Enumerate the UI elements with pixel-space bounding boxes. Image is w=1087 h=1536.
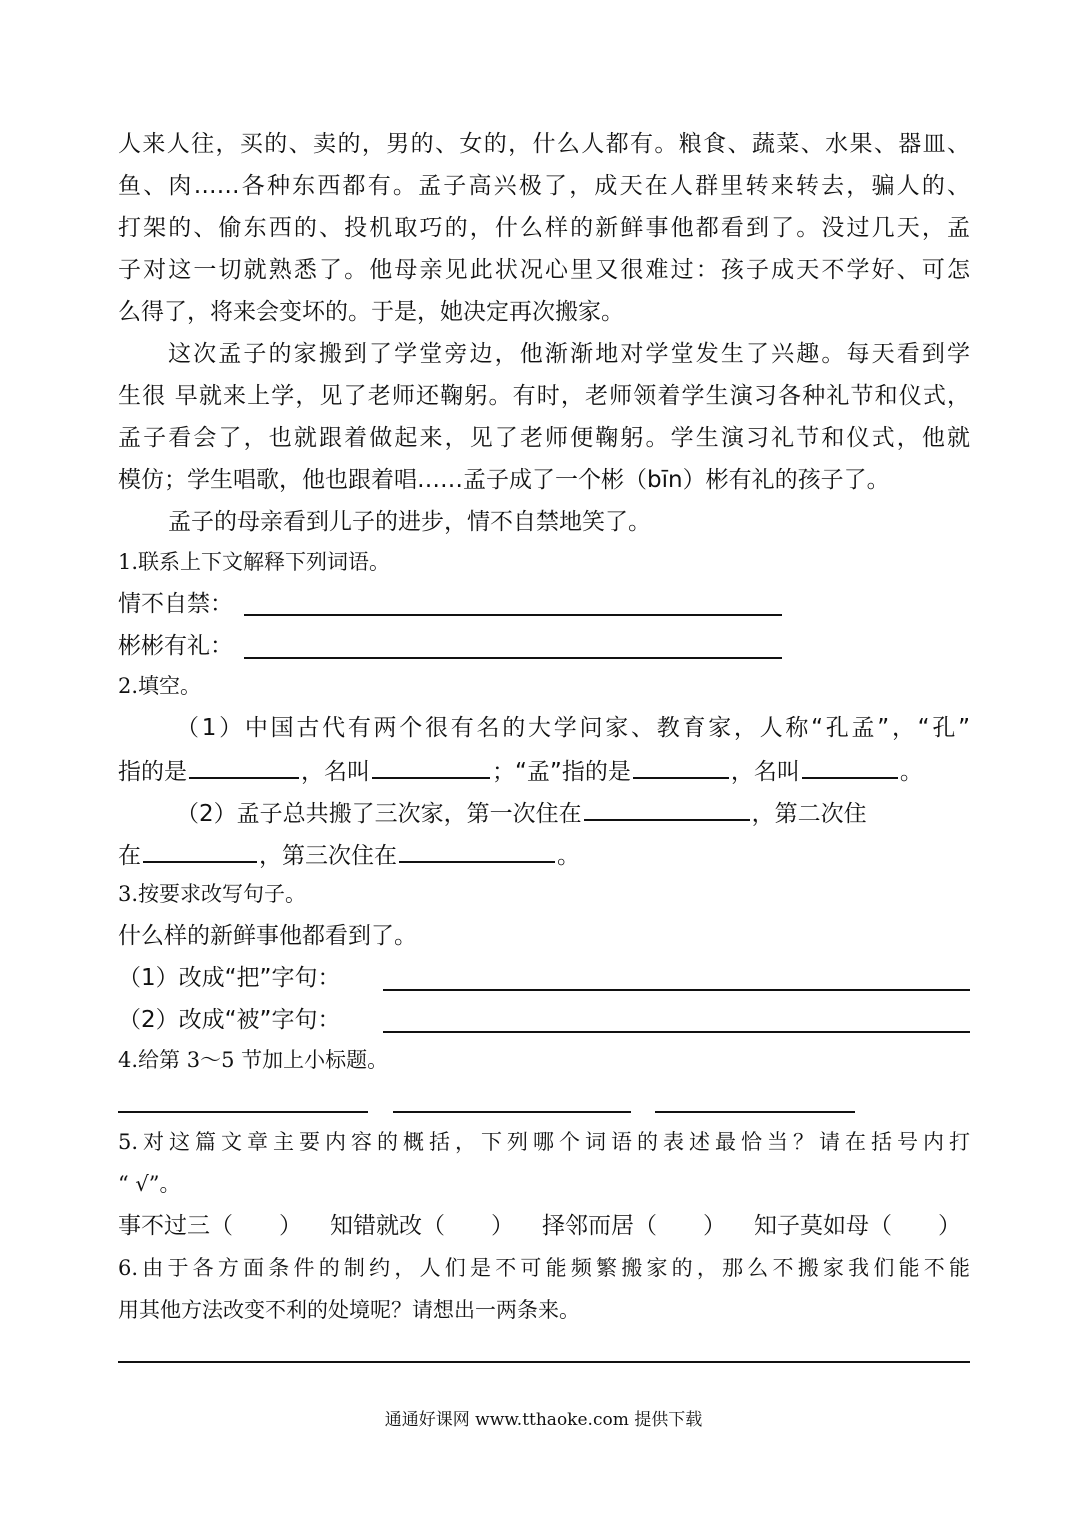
q5-options (118, 1205, 970, 1247)
passage-line: 子对这一切就熟悉了。他母亲见此状况心里又很难过：孩子成天不学好、可怎 (118, 257, 970, 283)
fill-blank[interactable] (189, 749, 299, 779)
q5-prompt: 5.对这篇文章主要内容的概括，下列哪个词语的表述最恰当？请在括号内打 (118, 1130, 970, 1154)
fill-blank[interactable] (143, 833, 257, 863)
q6-prompt: 6.由于各方面条件的制约，人们是不可能频繁搬家的，那么不搬家我们能不能 (118, 1256, 970, 1280)
q1-term: 彬彬有礼： (118, 633, 233, 659)
fill-blank[interactable] (802, 749, 898, 779)
passage-line: 人来人往，买的、卖的，男的、女的，什么人都有。粮食、蔬菜、水果、器皿、 (118, 131, 970, 157)
fill-blank[interactable] (584, 791, 750, 821)
passage-line: 生很 早就来上学，见了老师还鞠躬。有时，老师领着学生演习各种礼节和仪式， (118, 383, 970, 409)
passage-line: 孟子的母亲看到儿子的进步，情不自禁地笑了。 (168, 509, 651, 535)
q4-prompt: 4.给第 3～5 节加上小标题。 (118, 1048, 389, 1072)
answer-paren[interactable]: （ ） (634, 1213, 726, 1239)
q3-sentence: 什么样的新鲜事他都看到了。 (118, 923, 417, 949)
q3-item: （1）改成“把”字句： (118, 965, 341, 991)
q5-option: 知子莫如母（ ） (754, 1205, 961, 1247)
q5-option: 择邻而居（ ） (542, 1205, 726, 1247)
passage-line: 鱼、肉……各种东西都有。孟子高兴极了，成天在人群里转来转去，骗人的、 (118, 173, 970, 199)
passage-line: 模仿；学生唱歌，他也跟着唱……孟子成了一个彬（bīn）彬有礼的孩子了。 (118, 467, 890, 493)
q1-term: 情不自禁： (118, 591, 233, 617)
answer-paren[interactable]: （ ） (422, 1213, 514, 1239)
page-footer: 通通好课网 www.tthaoke.com 提供下载 (384, 1410, 703, 1430)
q2-fill-line: 在 ，第三次住在 。 (118, 833, 970, 875)
answer-paren[interactable]: （ ） (210, 1213, 302, 1239)
passage-line: 孟子看会了，也就跟着做起来，见了老师便鞠躬。学生演习礼节和仪式，他就 (118, 425, 970, 451)
answer-line[interactable] (393, 1111, 631, 1113)
passage-line: 这次孟子的家搬到了学堂旁边，他渐渐地对学堂发生了兴趣。每天看到学 (168, 341, 970, 367)
q2-sentence: （1）中国古代有两个很有名的大学问家、教育家，人称“孔孟”，“孔” (176, 715, 970, 741)
fill-blank[interactable] (633, 749, 729, 779)
answer-line[interactable] (655, 1111, 855, 1113)
q1-item (118, 583, 970, 625)
q2-prompt: 2.填空。 (118, 674, 202, 698)
q3-prompt: 3.按要求改写句子。 (118, 882, 307, 906)
fill-blank[interactable] (399, 833, 555, 863)
q5-option: 知错就改（ ） (330, 1205, 514, 1247)
fill-blank[interactable] (372, 749, 490, 779)
answer-line[interactable] (244, 614, 782, 616)
answer-line[interactable] (244, 657, 782, 659)
answer-line[interactable] (383, 1031, 970, 1033)
q5-prompt: “ √”。 (118, 1172, 181, 1196)
q3-item: （2）改成“被”字句： (118, 1007, 341, 1033)
answer-line[interactable] (118, 1361, 970, 1363)
q1-item (118, 625, 970, 667)
q2-fill-line: 指的是 ，名叫 ；“孟”指的是 ，名叫 。 (118, 749, 970, 791)
answer-line[interactable] (118, 1111, 368, 1113)
passage-line: 打架的、偷东西的、投机取巧的，什么样的新鲜事他都看到了。没过几天，孟 (118, 215, 970, 241)
q6-prompt: 用其他方法改变不利的处境呢？请想出一两条来。 (118, 1298, 580, 1322)
q2-fill-line: （2）孟子总共搬了三次家，第一次住在 ，第二次住 (176, 791, 970, 833)
q1-prompt: 1.联系上下文解释下列词语。 (118, 550, 391, 574)
q5-option: 事不过三（ ） (118, 1205, 302, 1247)
answer-paren[interactable]: （ ） (869, 1213, 961, 1239)
answer-line[interactable] (383, 989, 970, 991)
passage-line: 么得了，将来会变坏的。于是，她决定再次搬家。 (118, 299, 624, 325)
